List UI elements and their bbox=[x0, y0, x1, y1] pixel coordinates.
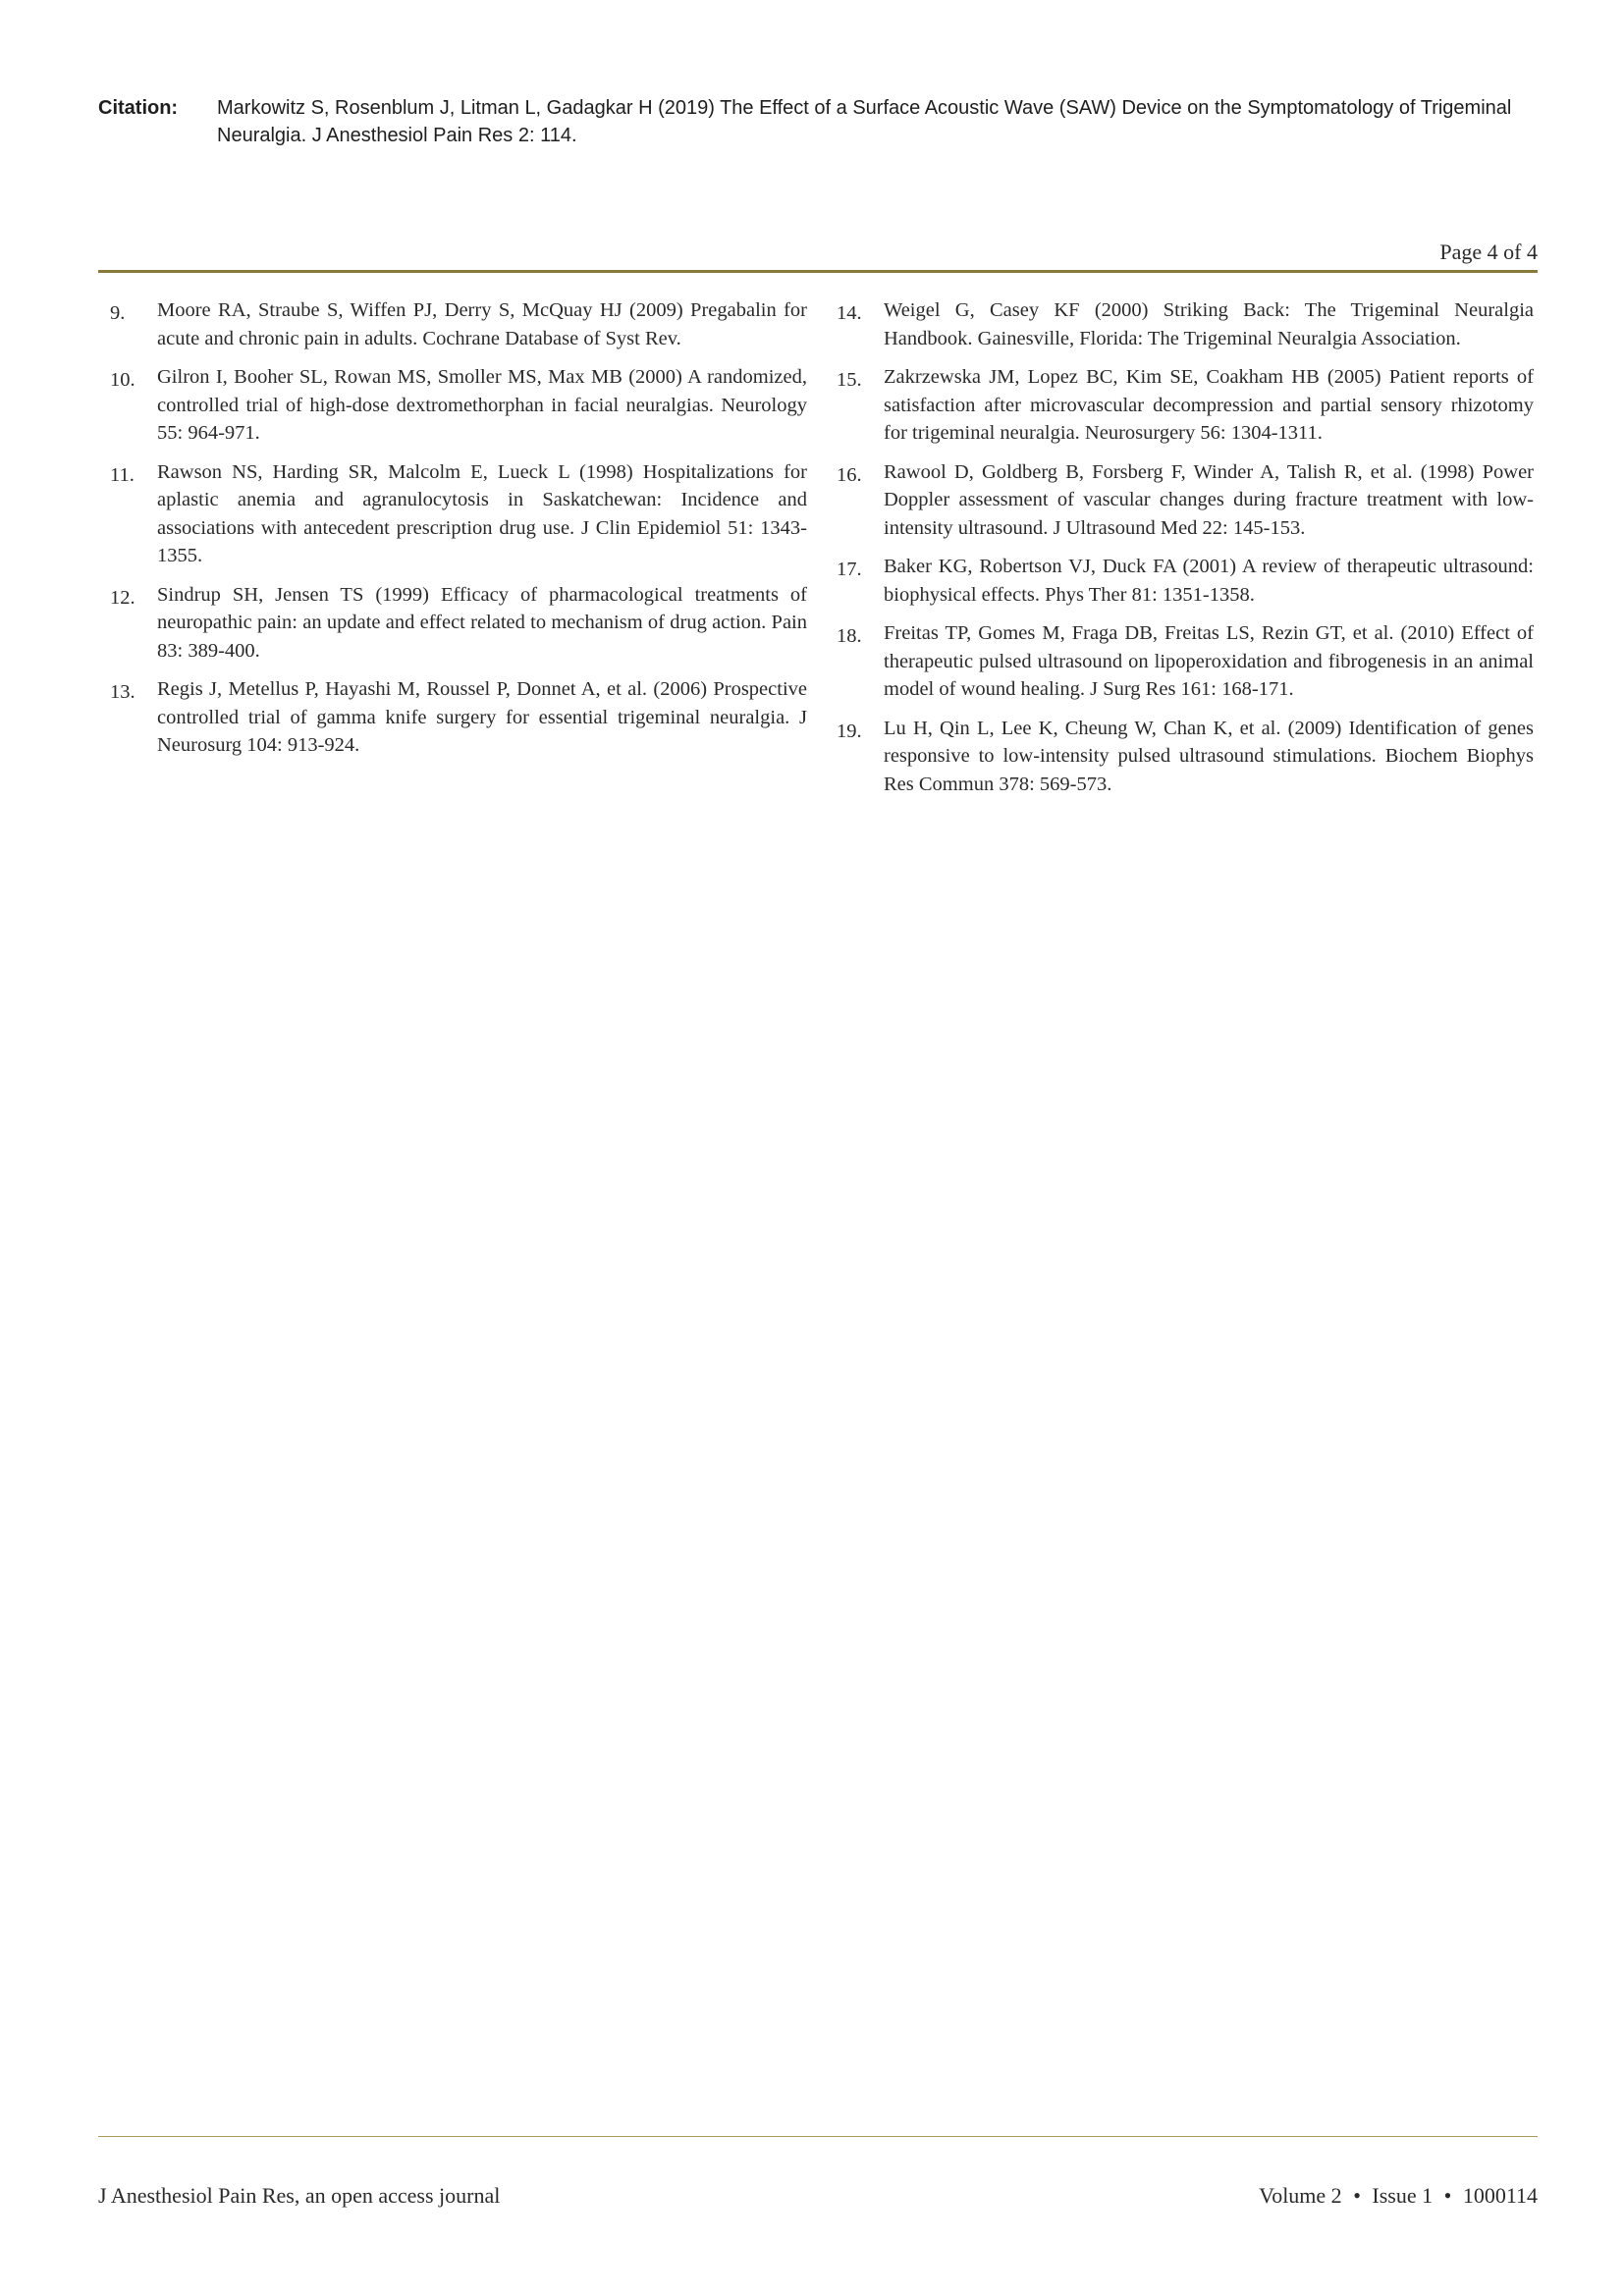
footer-issue-info bbox=[1259, 2183, 1538, 2209]
reference-text: Rawool D, Goldberg B, Forsberg F, Winder A, Talish R, et al. (1998) Power Doppler assessment of vascular changes during fracture treatment with low-intensity ultrasound. J Ultrasound Med 22: 145-153. bbox=[884, 460, 1534, 539]
reference-number: 13. bbox=[110, 681, 135, 703]
reference-text: Moore RA, Straube S, Wiffen PJ, Derry S, McQuay HJ (2009) Pregabalin for acute and chronic pain in adults. Cochrane Database of Syst Rev. bbox=[157, 299, 807, 349]
reference-text: Regis J, Metellus P, Hayashi M, Roussel P, Donnet A, et al. (2006) Prospective controlled trial of gamma knife surgery for essential trigeminal neuralgia. J Neurosurg 104: 913-924. bbox=[157, 678, 807, 756]
footer-volume: Volume 2 bbox=[1259, 2183, 1342, 2208]
references-left-column bbox=[98, 296, 807, 771]
reference-item bbox=[98, 458, 807, 570]
citation-label: Citation: bbox=[98, 97, 179, 119]
references-right-column bbox=[825, 296, 1534, 809]
reference-item bbox=[825, 553, 1534, 609]
reference-text: Gilron I, Booher SL, Rowan MS, Smoller MS, Max MB (2000) A randomized, controlled trial of high-dose dextromethorphan in facial neuralgias. Neurology 55: 964-971. bbox=[157, 366, 807, 444]
reference-number: 19. bbox=[837, 720, 862, 742]
reference-text: Sindrup SH, Jensen TS (1999) Efficacy of pharmacological treatments of neuropathic pain: an update and effect related to mechanism of drug action. Pain 83: 389-400. bbox=[157, 583, 807, 662]
reference-number: 16. bbox=[837, 463, 862, 486]
page-number: Page 4 of 4 bbox=[1439, 240, 1538, 264]
reference-item bbox=[825, 715, 1534, 799]
reference-text: Zakrzewska JM, Lopez BC, Kim SE, Coakham HB (2005) Patient reports of satisfaction after microvascular decompression and partial sensory rhizotomy for trigeminal neuralgia. Neurosurgery 56: 1304-1311. bbox=[884, 366, 1534, 444]
citation-text: Markowitz S, Rosenblum J, Litman L, Gadagkar H (2019) The Effect of a Surface Acoustic Wave (SAW) Device on the Symptomatology of Trigeminal Neuralgia. J Anesthesiol Pain Res 2: 114. bbox=[217, 97, 1512, 146]
reference-number: 12. bbox=[110, 586, 135, 609]
reference-item bbox=[98, 296, 807, 352]
reference-number: 17. bbox=[837, 559, 862, 580]
reference-number: 9. bbox=[110, 302, 126, 324]
footer-journal: J Anesthesiol Pain Res, an open access journal bbox=[98, 2183, 501, 2208]
reference-item bbox=[825, 458, 1534, 543]
reference-text: Baker KG, Robertson VJ, Duck FA (2001) A review of therapeutic ultrasound: biophysical effects. Phys Ther 81: 1351-1358. bbox=[884, 556, 1534, 606]
reference-item bbox=[825, 296, 1534, 352]
reference-number: 11. bbox=[110, 463, 135, 486]
footer-article-id: 1000114 bbox=[1462, 2183, 1538, 2208]
header-divider bbox=[98, 270, 1538, 273]
reference-item bbox=[98, 675, 807, 760]
reference-number: 18. bbox=[837, 625, 862, 647]
reference-item bbox=[825, 363, 1534, 448]
reference-text: Freitas TP, Gomes M, Fraga DB, Freitas LS, Rezin GT, et al. (2010) Effect of therapeutic pulsed ultrasound on lipoperoxidation and fibrogenesis in an animal model of wound healing. J Surg Res 161: 168-171. bbox=[884, 622, 1534, 700]
footer-issue: Issue 1 bbox=[1372, 2183, 1434, 2208]
reference-item bbox=[825, 619, 1534, 704]
footer-separator: • bbox=[1353, 2183, 1361, 2208]
reference-item bbox=[98, 581, 807, 666]
reference-number: 14. bbox=[837, 302, 862, 324]
reference-item bbox=[98, 363, 807, 448]
reference-text: Weigel G, Casey KF (2000) Striking Back: The Trigeminal Neuralgia Handbook. Gainesville, Florida: The Trigeminal Neuralgia Association. bbox=[884, 299, 1534, 349]
reference-text: Lu H, Qin L, Lee K, Cheung W, Chan K, et al. (2009) Identification of genes responsive to low-intensity pulsed ultrasound stimulations. Biochem Biophys Res Commun 378: 569-573. bbox=[884, 717, 1534, 795]
reference-number: 15. bbox=[837, 369, 862, 391]
footer-divider bbox=[98, 2136, 1538, 2137]
reference-text: Rawson NS, Harding SR, Malcolm E, Lueck L (1998) Hospitalizations for aplastic anemia and agranulocytosis in Saskatchewan: Incidence and associations with antecedent prescription drug use. J Clin Epidemiol 51: 1343-1355. bbox=[157, 460, 807, 566]
reference-number: 10. bbox=[110, 369, 135, 391]
footer-separator: • bbox=[1443, 2183, 1452, 2208]
